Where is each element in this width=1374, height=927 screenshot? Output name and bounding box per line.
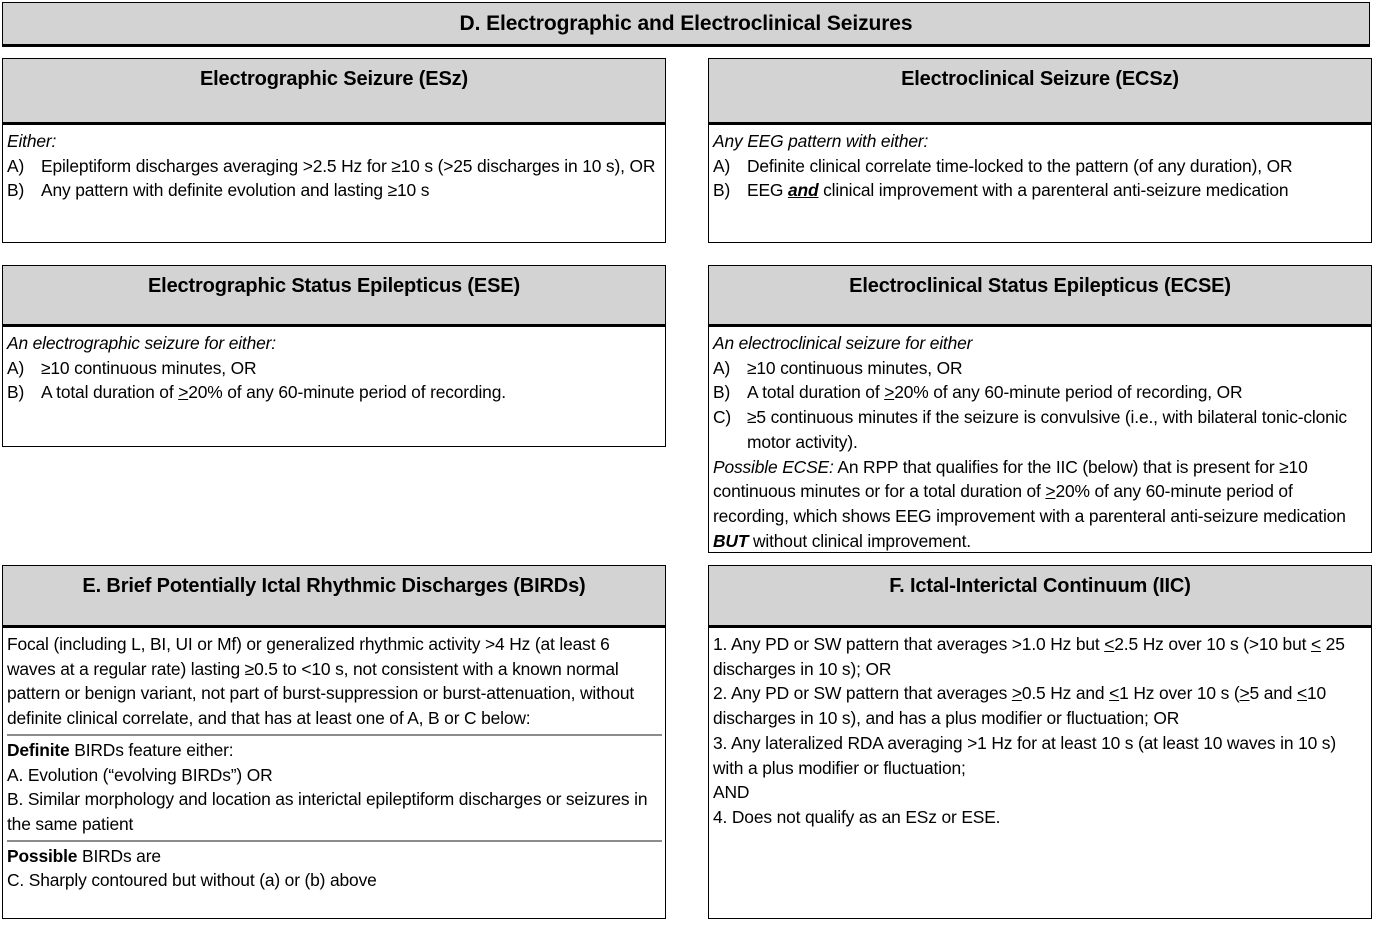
esz-item-b (7, 178, 662, 203)
card-header-iic (709, 566, 1371, 628)
iic-item-2-p2: 0.5 Hz and (1021, 683, 1110, 704)
birds-possible-lead: BIRDs are (77, 845, 161, 866)
iic-item-2-s1: > (1011, 683, 1022, 704)
iic-item-2-s4: < (1296, 683, 1307, 704)
iic-item-and-marker: AND (713, 782, 750, 803)
card-electroclinical-status-epilepticus (708, 265, 1372, 553)
birds-definite-lead: BIRDs feature either: (69, 739, 234, 760)
ecse-item-c (713, 405, 1368, 454)
birds-possible-heading (7, 844, 662, 869)
iic-item-and (713, 780, 1368, 805)
iic-item-1-p2: 2.5 Hz over 10 s (>10 but (1114, 634, 1311, 654)
birds-divider-1 (7, 734, 662, 736)
ecse-item-b-pre: A total duration of (747, 382, 885, 403)
ecsz-lead: Any EEG pattern with either: (713, 131, 929, 151)
ecse-item-c-marker: C) (713, 407, 732, 428)
card-title-ecsz: Electroclinical Seizure (ECSz) (901, 68, 1179, 90)
iic-item-2-marker: 2. (713, 683, 728, 704)
card-header-esz (3, 59, 665, 125)
iic-item-3 (713, 731, 1368, 780)
ecsz-item-a-text: Definite clinical correlate time-locked to the pattern (of any duration), OR (747, 155, 1293, 176)
birds-divider-2 (7, 840, 662, 842)
card-electroclinical-seizure (708, 58, 1372, 243)
ecsz-item-b-emphasis: and (787, 180, 819, 201)
card-electrographic-status-epilepticus (2, 265, 666, 447)
ecse-item-a-marker: A) (713, 357, 731, 378)
ecsz-item-b-pre: EEG (747, 180, 788, 201)
card-body-ecse (709, 327, 1371, 557)
iic-item-2-p5: 10 discharges in 10 s), and has a plus modifier or fluctuation; OR (713, 683, 1327, 729)
ese-item-b-pre: A total duration of (41, 382, 179, 403)
card-header-ese (3, 266, 665, 327)
card-body-ese (3, 327, 665, 409)
iic-item-1-s2: < (1310, 634, 1321, 654)
iic-item-2-s2: < (1109, 683, 1120, 704)
ecse-possible-symbol: > (1045, 481, 1056, 502)
birds-possible-item-c: C. Sharply contoured but without (a) or (b) above (7, 870, 377, 891)
iic-item-2-s3: > (1239, 683, 1250, 704)
ecsz-item-a-marker: A) (713, 155, 731, 176)
ese-item-a-marker: A) (7, 357, 25, 378)
iic-item-4-marker: 4. (713, 806, 728, 827)
iic-item-3-p1: Any lateralized RDA averaging >1 Hz for at least 10 s (at least 10 waves in 10 s) with a plus modifier or fluctuation; (713, 732, 1336, 778)
birds-definite-heading (7, 738, 662, 763)
card-electrographic-seizure (2, 58, 666, 243)
card-birds (2, 565, 666, 919)
card-body-ecsz (709, 125, 1371, 207)
esz-item-a-text: Epileptiform discharges averaging >2.5 Hz for ≥10 s (>25 discharges in 10 s), OR (41, 155, 656, 176)
iic-item-4-p1: Does not qualify as an ESz or ESE. (727, 806, 1001, 827)
iic-item-2-p1: Any PD or SW pattern that averages (727, 683, 1012, 704)
card-header-ecsz (709, 59, 1371, 125)
card-header-ecse (709, 266, 1371, 327)
esz-item-b-marker: B) (7, 180, 25, 201)
card-header-birds (3, 566, 665, 628)
card-title-esz: Electrographic Seizure (ESz) (199, 68, 469, 90)
iic-item-1-p3: 25 discharges in 10 s); OR (713, 634, 1345, 679)
ecse-item-b (713, 380, 1368, 405)
birds-definite-item-b: B. Similar morphology and location as interictal epileptiform discharges or seizures in the same patient (7, 789, 648, 834)
ecse-item-a-text: ≥10 continuous minutes, OR (747, 357, 963, 378)
iic-item-4 (713, 805, 1368, 830)
card-body-birds (3, 628, 665, 897)
ese-item-b-post: 20% of any 60-minute period of recording. (188, 382, 506, 403)
birds-possible-label: Possible (7, 845, 78, 866)
ese-item-a (7, 356, 662, 381)
ecse-item-c-text: ≥5 continuous minutes if the seizure is convulsive (i.e., with bilateral tonic-clonic motor activity). (747, 407, 1347, 452)
iic-item-1-s1: < (1104, 634, 1115, 654)
ecse-possible-paragraph (713, 455, 1368, 554)
ecsz-item-b-post: clinical improvement with a parenteral anti-seizure medication (818, 180, 1289, 201)
ecse-possible-label: Possible ECSE: (713, 456, 834, 477)
section-d-title: D. Electrographic and Electroclinical Seizures (459, 11, 913, 35)
esz-lead: Either: (7, 131, 57, 151)
card-title-birds: E. Brief Potentially Ictal Rhythmic Discharges (BIRDs) (82, 575, 586, 597)
iic-item-2 (713, 681, 1368, 730)
card-title-ese: Electrographic Status Epilepticus (ESE) (147, 275, 520, 297)
ecse-possible-but: BUT (713, 530, 749, 551)
birds-definite-item-a: A. Evolution (“evolving BIRDs”) OR (7, 764, 273, 785)
esz-item-b-text: Any pattern with definite evolution and lasting ≥10 s (41, 180, 430, 201)
iic-item-2-p3: 1 Hz over 10 s ( (1119, 683, 1240, 704)
iic-item-1 (713, 632, 1368, 681)
iic-item-3-marker: 3. (713, 732, 728, 753)
card-ictal-interictal-continuum (708, 565, 1372, 919)
ese-item-b-marker: B) (7, 382, 25, 403)
ecse-item-a (713, 356, 1368, 381)
iic-item-1-p1: Any PD or SW pattern that averages >1.0 Hz but (727, 634, 1105, 654)
ecsz-item-b-marker: B) (713, 180, 731, 201)
ecse-item-b-symbol: > (884, 382, 895, 403)
iic-item-2-p4: 5 and (1249, 683, 1297, 704)
esz-item-a (7, 154, 662, 179)
ecsz-item-a (713, 154, 1368, 179)
ecse-item-b-marker: B) (713, 382, 731, 403)
card-title-ecse: Electroclinical Status Epilepticus (ECSE) (849, 275, 1231, 297)
ese-item-b (7, 380, 662, 405)
section-d-banner (2, 2, 1370, 47)
birds-intro: Focal (including L, BI, UI or Mf) or generalized rhythmic activity >4 Hz (at least 6 waves at a regular rate) lasting ≥0.5 to <10 s, not consistent with a known normal pattern or benign variant, not part of burst-suppression or burst-attenuation, without definite clinical correlate, and that has at least one of A, B or C below: (7, 634, 635, 729)
card-body-esz (3, 125, 665, 207)
ecse-possible-part2: 20% of any 60-minute period of recording, which shows EEG improvement with a parenteral anti-seizure medication (713, 481, 1346, 526)
ese-item-a-text: ≥10 continuous minutes, OR (41, 357, 257, 378)
ecse-possible-part1: An RPP that qualifies for the IIC (below) that is present for ≥10 continuous minutes or for a total duration of (713, 456, 1308, 502)
ecsz-item-b (713, 178, 1368, 203)
ecse-possible-part3: without clinical improvement. (748, 530, 971, 551)
iic-item-1-marker: 1. (713, 634, 728, 654)
card-title-iic: F. Ictal-Interictal Continuum (IIC) (889, 575, 1191, 597)
card-body-iic (709, 628, 1371, 834)
ese-item-b-symbol: > (178, 382, 189, 403)
birds-definite-label: Definite (7, 739, 70, 760)
ecse-item-b-post: 20% of any 60-minute period of recording, OR (894, 382, 1243, 403)
ecse-lead: An electroclinical seizure for either (713, 333, 973, 353)
ese-lead: An electrographic seizure for either: (7, 333, 276, 353)
esz-item-a-marker: A) (7, 155, 25, 176)
